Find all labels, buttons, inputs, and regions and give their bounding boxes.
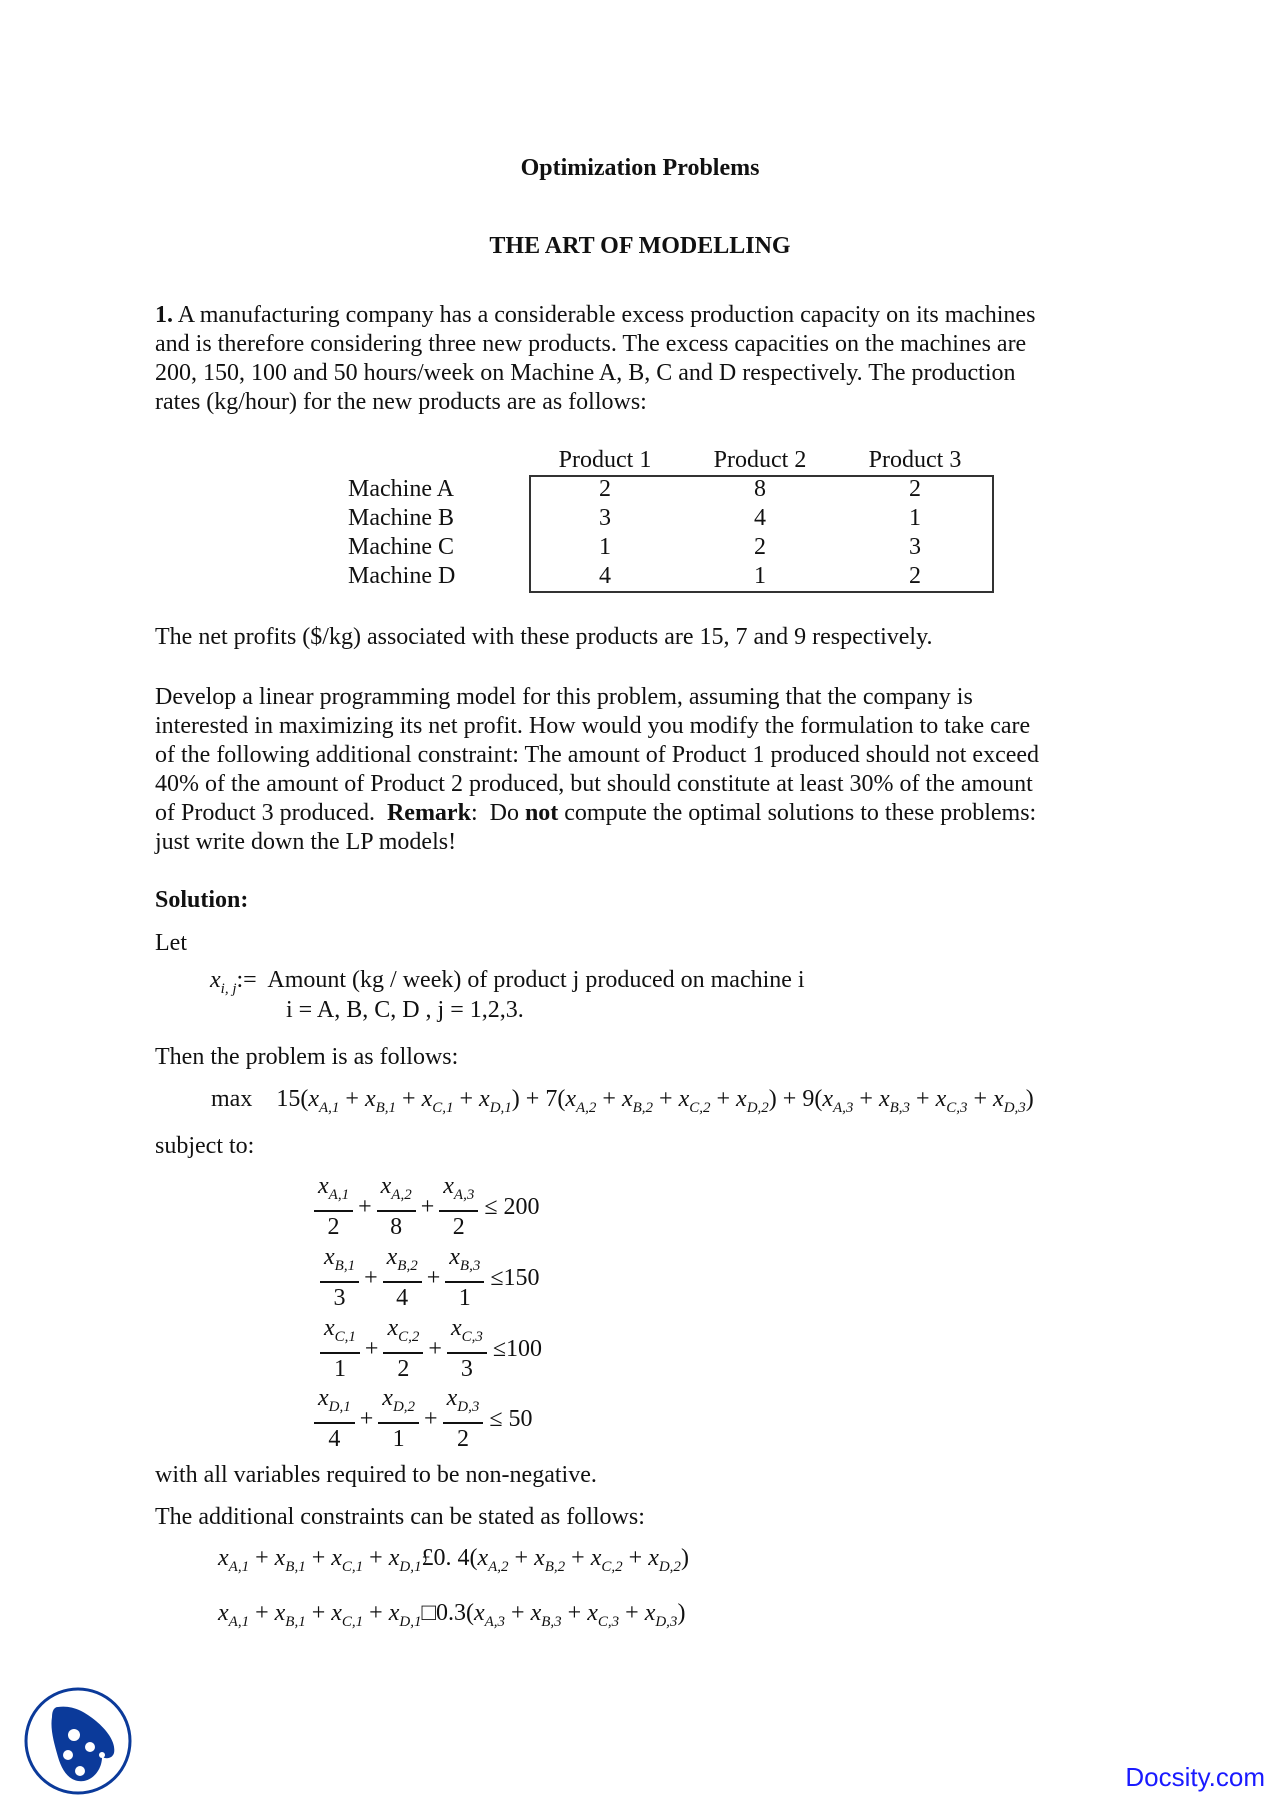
row-label: Machine D	[348, 563, 456, 589]
problem-intro: 1. A manufacturing company has a considerable excess production capacity on its machines and is therefore considering three new products. The excess capacities on the machines are 200, 150, 100 and 50 hours/week on Machine A, B, C and D respectively. The production rates (kg/hour) for the new products are as follows:	[155, 302, 1036, 415]
profits-text: The net profits ($/kg) associated with these products are 15, 7 and 9 respectively.	[155, 624, 933, 650]
table-cell: 1	[599, 534, 611, 560]
table-cell: 4	[599, 563, 611, 589]
document-subtitle: THE ART OF MODELLING	[489, 233, 791, 259]
additional-constraint-2: $x_{A,1} + x_{B,1} + x_{C,1}$ + $x_{D,1}□0.3(x_{A,3} + x_{B,3} + x_{C,3} + x_{D,3})$	[218, 1600, 686, 1630]
constraint-machine-a: $\frac{x_{A,1}}{2}$ + $\frac{x_{A,2}}{8}$ + $\frac{x_{A,3}}{2}$ ≤ 200	[312, 1172, 540, 1242]
table-cell: 2	[754, 534, 766, 560]
row-label: Machine A	[348, 476, 454, 502]
column-header: Product 2	[713, 447, 807, 473]
docsity-watermark-link[interactable]: Docsity.com	[1125, 1762, 1265, 1792]
constraint-machine-b: $\frac{x_{B,1}}{3}$ + $\frac{x_{B,2}}{4}$ + $\frac{x_{B,3}}{1}$ ≤150	[318, 1243, 540, 1313]
table-cell: 4	[754, 505, 766, 531]
remark-label: Remark	[386, 800, 471, 826]
document-title: Optimization Problems	[520, 155, 760, 181]
row-label: Machine C	[348, 534, 454, 560]
table-cell: 2	[909, 476, 921, 502]
table-cell: 8	[754, 476, 766, 502]
variable-definition: $x_{i, j}:=$ Amount (kg / week) of product j produced on machine i	[210, 967, 805, 997]
task-paragraph: Develop a linear programming model for this problem, assuming that the company is interested in maximizing its net profit. How would you modify the formulation to take care of the following additional constraint: The amount of Product 1 produced should not exceed 40% of the amount of Product 2 produced, but should constitute at least 30% of the amount of Product 3 produced. Remark: Do not compute the optimal solutions to these problems: just write down the LP models!	[155, 684, 1040, 855]
problem-number: 1.	[155, 302, 173, 328]
table-cell: 2	[909, 563, 921, 589]
docsity-logo-icon[interactable]	[22, 1685, 134, 1797]
index-ranges: i = A, B, C, D , j = 1,2,3.	[286, 997, 524, 1023]
let-text: Let	[155, 930, 187, 956]
constraint-machine-d: $\frac{x_{D,1}}{4}$ + $\frac{x_{D,2}}{1}$ + $\frac{x_{D,3}}{2}$ ≤ 50	[312, 1384, 533, 1454]
solution-heading: Solution:	[155, 887, 249, 913]
column-header: Product 1	[558, 447, 652, 473]
table-cell: 2	[599, 476, 611, 502]
then-text: Then the problem is as follows:	[155, 1044, 459, 1070]
table-cell: 1	[909, 505, 921, 531]
constraint-machine-c: $\frac{x_{C,1}}{1}$ + $\frac{x_{C,2}}{2}$ + $\frac{x_{C,3}}{3}$ ≤100	[318, 1314, 542, 1384]
nonnegativity-text: with all variables required to be non-negative.	[155, 1462, 597, 1488]
table-cell: 1	[754, 563, 766, 589]
table-cell: 3	[599, 505, 611, 531]
additional-constraints-text: The additional constraints can be stated as follows:	[155, 1504, 645, 1530]
additional-constraint-1: $x_{A,1} + x_{B,1} + x_{C,1}$ + $x_{D,1}£0$. $4(x_{A,2} + x_{B,2} + x_{C,2} + x_{D,2})$	[218, 1545, 689, 1575]
column-header: Product 3	[868, 447, 962, 473]
subject-to-text: subject to:	[155, 1133, 255, 1159]
objective-function: max $15(x_{A,1} + x_{B,1} + x_{C,1} + x_{D,1}) + 7(x_{A,2} + x_{B,2} + x_{C,2} + x_{D,2}) + 9(x_{A,3} + x_{B,3} + x_{C,3} + x_{D,3})$	[211, 1086, 1034, 1116]
row-label: Machine B	[348, 505, 454, 531]
table-cell: 3	[909, 534, 921, 560]
